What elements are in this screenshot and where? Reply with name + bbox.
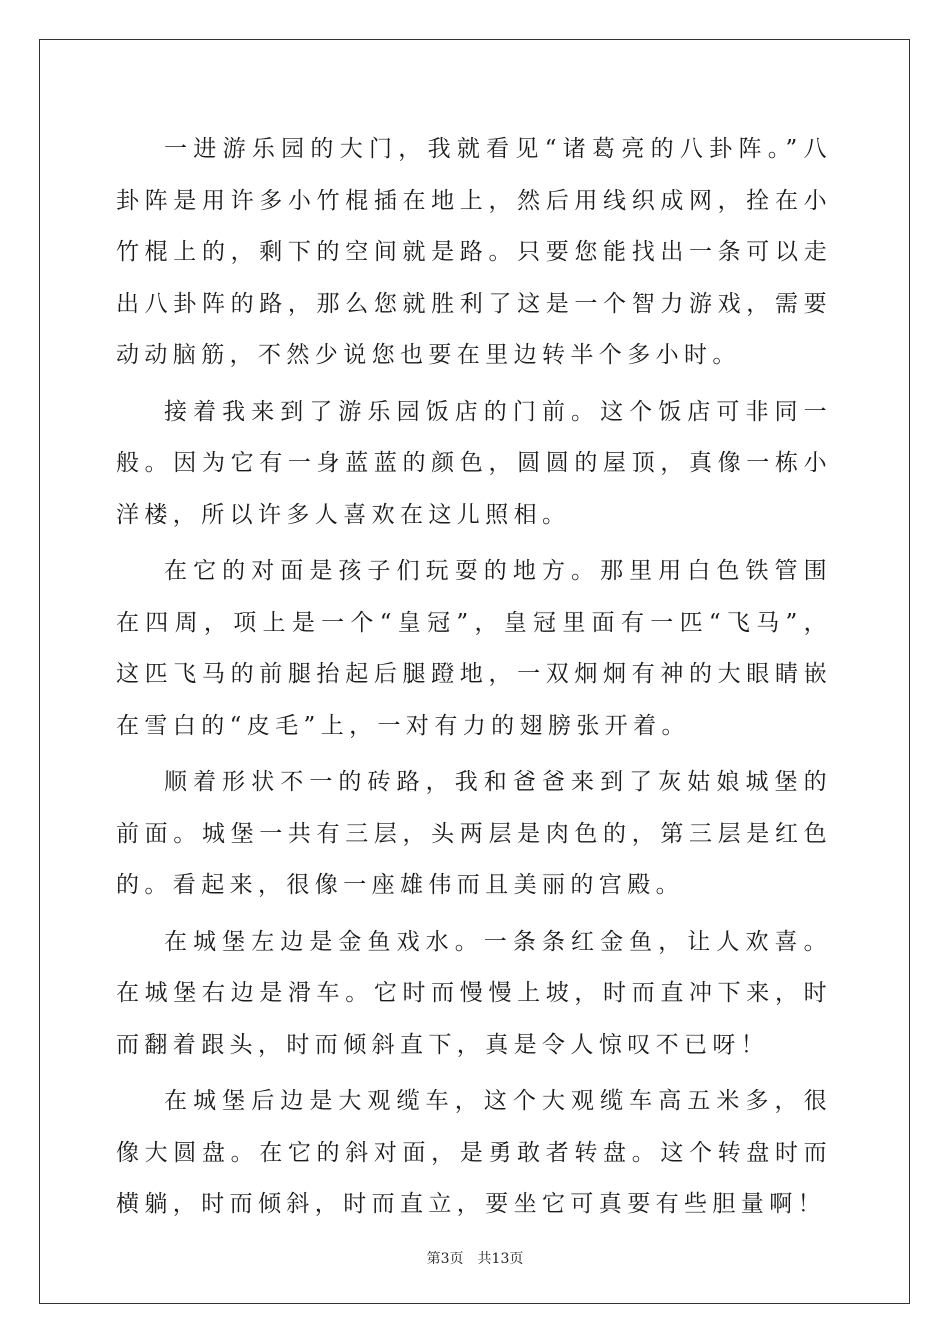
page-number-total: 共13页 <box>477 1251 524 1267</box>
paragraph-1: 一进游乐园的大门，我就看见“诸葛亮的八卦阵。”八卦阵是用许多小竹棍插在地上，然后用线织成网，拴在小竹棍上的，剩下的空间就是路。只要您能找出一条可以走出八卦阵的路，那么您就胜利了这是一个智力游戏，需要动动脑筋，不然少说您也要在里边转半个多小时。 <box>116 136 832 368</box>
paragraph-4: 顺着形状不一的砖路，我和爸爸来到了灰姑娘城堡的前面。城堡一共有三层，头两层是肉色的，第三层是红色的。看起来，很像一座雄伟而且美丽的宫殿。 <box>116 769 832 898</box>
paragraph-2: 接着我来到了游乐园饭店的门前。这个饭店可非同一般。因为它有一身蓝蓝的颜色，圆圆的屋顶，真像一栋小洋楼，所以许多人喜欢在这儿照相。 <box>116 398 832 528</box>
paragraph-3: 在它的对面是孩子们玩耍的地方。那里用白色铁管围在四周，项上是一个“皇冠”，皇冠里面有一匹“飞马”，这匹飞马的前腿抬起后腿蹬地，一双炯炯有神的大眼睛嵌在雪白的“皮毛”上，一对有力的翅膀张开着。 <box>116 558 832 739</box>
page-number-current: 第3页 <box>426 1251 464 1267</box>
paragraph-5: 在城堡左边是金鱼戏水。一条条红金鱼，让人欢喜。在城堡右边是滑车。它时而慢慢上坡，时而直冲下来，时而翻着跟头，时而倾斜直下，真是令人惊叹不已呀！ <box>116 928 832 1058</box>
paragraph-6: 在城堡后边是大观缆车，这个大观缆车高五米多，很像大圆盘。在它的斜对面，是勇敢者转盘。这个转盘时而横躺，时而倾斜，时而直立，要坐它可真要有些胆量啊！ <box>116 1088 832 1217</box>
document-body <box>116 124 832 1236</box>
page-footer <box>0 1248 950 1268</box>
